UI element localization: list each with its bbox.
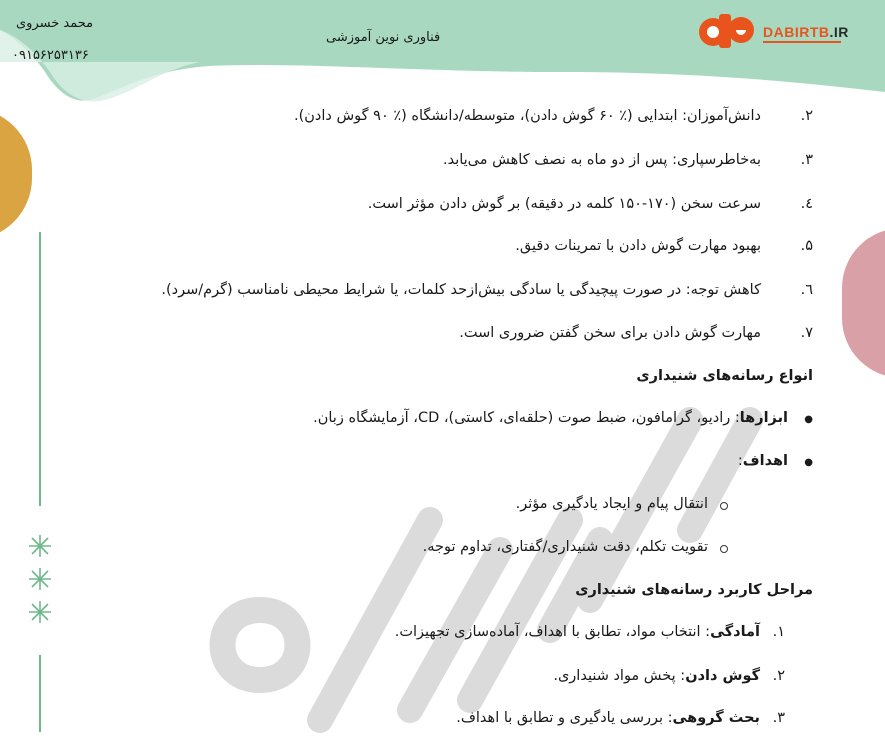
step-item (120, 710, 760, 726)
step-item (120, 668, 760, 684)
list-number: ۲. (800, 108, 813, 124)
bullet-dot: ● (804, 457, 813, 468)
sub-bullet-circle (720, 502, 728, 510)
goals-colon: : (737, 453, 743, 469)
tools-item (120, 410, 788, 426)
goals-item (120, 453, 788, 469)
bullet-dot: ● (804, 414, 813, 425)
list-item: کاهش توجه: در صورت پیچیدگی یا سادگی بیش‌ازحد کلمات، یا شرایط محیطی نامناسب (گرم/سرد). (161, 282, 761, 298)
green-vertical-line-bottom (39, 655, 41, 732)
tools-label: ابزارها (739, 410, 788, 426)
list-number: ۳. (800, 152, 813, 168)
header-title: فناوری نوین آموزشی (326, 30, 441, 45)
document-body (120, 0, 813, 732)
orange-half-circle (0, 108, 32, 240)
step-label: گوش دادن (685, 668, 760, 684)
step-text: : انتخاب مواد، تطابق با اهداف، آماده‌سازی تجهیزات. (394, 624, 711, 640)
step-number: ۱. (772, 624, 785, 640)
phone-number: ۰۹۱۵۶۲۵۳۱۳۶ (12, 48, 89, 63)
goal-subitem: انتقال پیام و ایجاد یادگیری مؤثر. (515, 496, 708, 512)
list-item: سرعت سخن (۱۷۰-۱۵۰ کلمه در دقیقه) بر گوش دادن مؤثر است. (367, 196, 761, 212)
tools-text: : رادیو، گرامافون، ضبط صوت (حلقه‌ای، کاستی)، CD، آزمایشگاه زبان. (313, 410, 740, 426)
step-number: ۳. (772, 710, 785, 726)
author-name: محمد خسروی (16, 16, 94, 31)
list-number: ۵. (800, 238, 813, 254)
step-item (120, 624, 760, 640)
list-item: مهارت گوش دادن برای سخن گفتن ضروری است. (459, 325, 761, 341)
list-item: بهبود مهارت گوش دادن با تمرینات دقیق. (515, 238, 761, 254)
list-number: ٤. (800, 196, 813, 212)
section-heading-steps: مراحل کاربرد رسانه‌های شنیداری (575, 582, 813, 598)
green-vertical-line-top (39, 232, 41, 506)
list-number: ٦. (800, 282, 813, 298)
asterisk-icons (26, 532, 54, 626)
goal-subitem: تقویت تکلم، دقت شنیداری/گفتاری، تداوم توجه. (422, 539, 708, 555)
step-number: ۲. (772, 668, 785, 684)
list-item: به‌خاطرسپاری: پس از دو ماه به نصف کاهش می‌یابد. (442, 152, 761, 168)
goals-label: اهداف (742, 453, 788, 469)
section-heading-types: انواع رسانه‌های شنیداری (636, 368, 813, 384)
step-label: بحث گروهی (672, 710, 760, 726)
list-number: ۷. (800, 325, 813, 341)
step-text: : پخش مواد شنیداری. (553, 668, 686, 684)
sub-bullet-circle (720, 545, 728, 553)
pink-half-circle (842, 228, 885, 378)
step-text: : بررسی یادگیری و تطابق با اهداف. (456, 710, 673, 726)
step-label: آمادگی (710, 624, 760, 640)
list-item: دانش‌آموزان: ابتدایی (٪ ۶۰ گوش دادن)، متوسطه/دانشگاه (٪ ۹۰ گوش دادن). (294, 108, 761, 124)
logo-text: DABIRTB.IR (763, 24, 849, 40)
